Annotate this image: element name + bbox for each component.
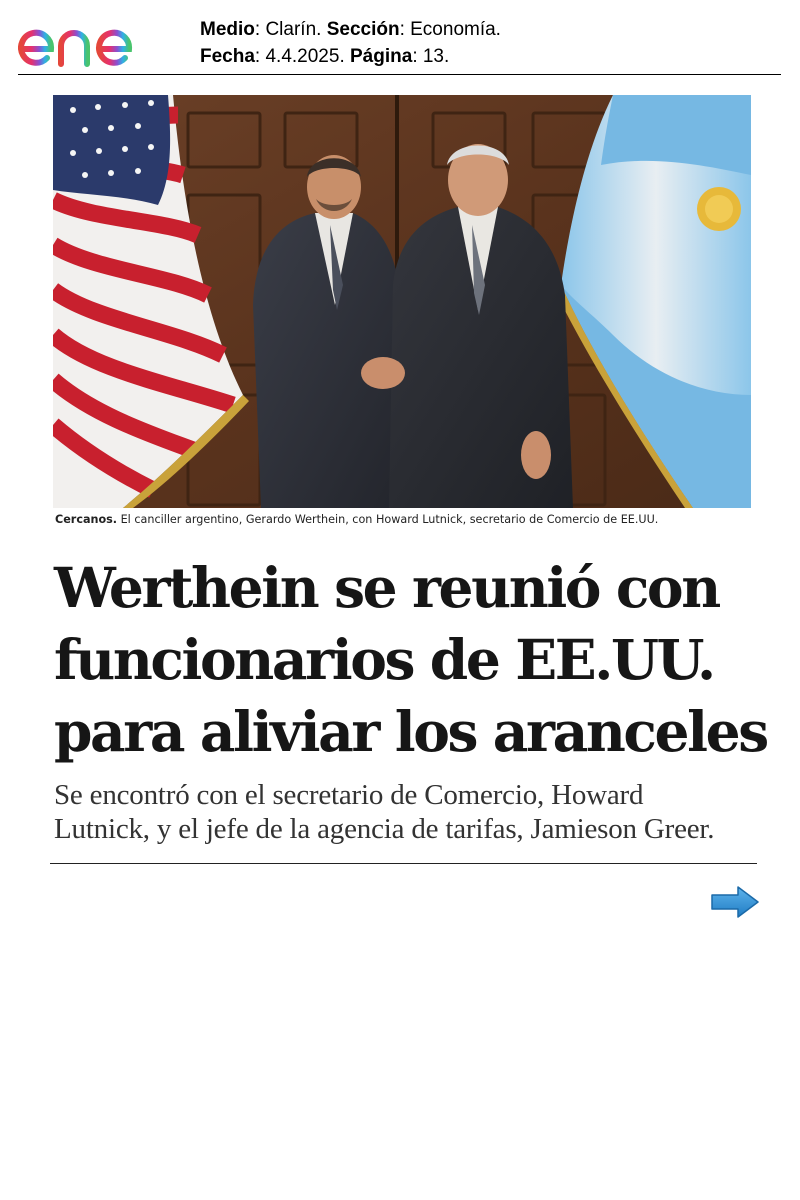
subheadline [54,778,774,846]
meta-line-1 [200,16,501,43]
enel-logo [18,8,170,68]
article-metadata [200,16,501,70]
fecha-label: Fecha [200,46,255,67]
headline-line-3: para aliviar los aranceles [54,699,767,764]
headline [54,552,774,768]
subhead-line-1: Se encontró con el secretario de Comercio, Howard [54,779,644,811]
arrow-right-icon[interactable] [709,884,761,920]
pagina-value: : 13. [412,46,450,67]
headline-line-2: funcionarios de EE.UU. [54,627,714,692]
fecha-value: : 4.4.2025. [254,46,350,67]
meta-line-2 [200,43,501,70]
subhead-line-2: Lutnick, y el jefe de la agencia de tarifas, Jamieson Greer. [54,813,715,845]
medio-value: : Clarín. [254,19,327,40]
article-photo [53,95,751,508]
header-divider [18,74,781,75]
seccion-value: : Economía. [399,19,501,40]
caption-text: El canciller argentino, Gerardo Werthein, con Howard Lutnick, secretario de Comercio de EE.UU. [117,513,659,526]
seccion-label: Sección [326,19,400,40]
headline-line-1: Werthein se reunió con [54,555,719,620]
pagina-label: Página [350,46,413,67]
photo-caption [55,513,755,526]
medio-label: Medio [200,19,255,40]
page-header [0,0,800,80]
article-divider [50,863,757,864]
caption-lead: Cercanos. [55,513,118,526]
